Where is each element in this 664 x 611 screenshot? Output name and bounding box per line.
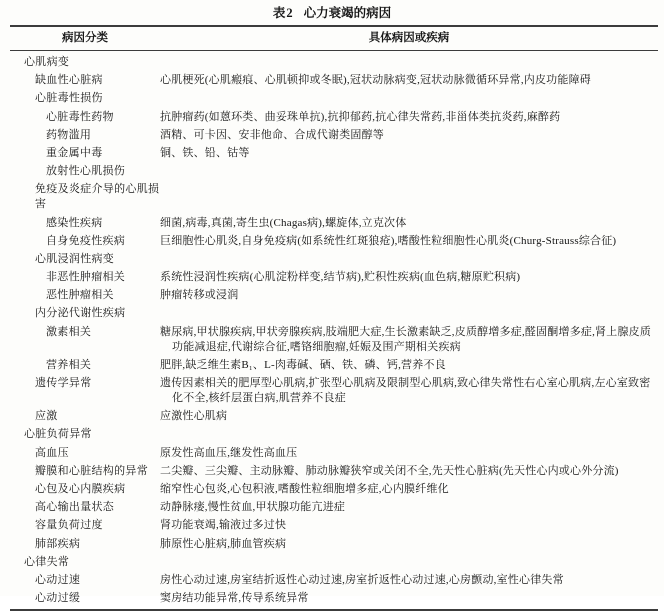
row-label: 心包及心内膜疾病	[35, 482, 126, 495]
table-row	[10, 573, 658, 588]
row-value: 心肌梗死(心肌瘢痕、心肌顿抑或冬眠),冠状动脉病变,冠状动脉微循环异常,内皮功能障碍	[160, 74, 591, 87]
header-cause-category: 病因分类	[62, 32, 108, 44]
row-label: 心律失常	[24, 555, 70, 568]
row-label: 内分泌代谢性疾病	[35, 307, 126, 320]
table-row	[10, 591, 658, 606]
table-row	[10, 146, 658, 161]
row-value: 肾功能衰竭,输液过多过快	[160, 519, 287, 532]
row-label: 心脏毒性损伤	[35, 92, 103, 105]
table-row	[10, 537, 658, 552]
row-value: 巨细胞性心肌炎,自身免疫病(如系统性红斑狼疮),嗜酸性粒细胞性心肌炎(Churg-Strauss综合征)	[160, 234, 617, 247]
row-label: 高心输出量状态	[35, 501, 115, 514]
row-value: 肥胖,缺乏维生素B₁、L-肉毒碱、硒、铁、磷、钙,营养不良	[160, 358, 446, 371]
row-label: 应激	[35, 410, 58, 423]
row-value: 酒精、可卡因、安非他命、合成代谢类固醇等	[160, 128, 384, 141]
row-label: 容量负荷过度	[35, 519, 103, 532]
table-row	[10, 500, 658, 515]
row-label: 非恶性肿瘤相关	[46, 271, 126, 284]
table-row	[10, 446, 658, 461]
table-row	[10, 358, 658, 373]
table-row	[10, 182, 658, 212]
row-value: 应激性心肌病	[160, 410, 228, 423]
table-title	[0, 0, 664, 21]
table-row	[10, 464, 658, 479]
table-row	[10, 110, 658, 125]
row-label: 心动过速	[35, 573, 81, 586]
row-label: 心肌病变	[24, 56, 70, 68]
table-row	[10, 91, 658, 106]
row-label: 高血压	[35, 446, 69, 459]
row-label: 营养相关	[46, 358, 92, 371]
table-row	[10, 555, 658, 570]
table-title-text: 心力衰竭的病因	[303, 6, 392, 20]
row-label: 心肌浸润性病变	[35, 252, 115, 265]
row-value: 二尖瓣、三尖瓣、主动脉瓣、肺动脉瓣狭窄或关闭不全,先天性心脏病(先天性心内或心外分流)	[160, 464, 619, 477]
table-body	[10, 51, 658, 609]
table-header-row	[10, 27, 658, 51]
row-label: 重金属中毒	[46, 146, 103, 159]
row-label: 心脏毒性药物	[46, 110, 114, 123]
row-value: 肺原性心脏病,肺血管疾病	[160, 537, 287, 550]
row-value: 铜、铁、铅、钴等	[160, 146, 250, 159]
table-row	[10, 55, 658, 70]
row-value: 遗传因素相关的肥厚型心肌病,扩张型心肌病及限制型心肌病,致心律失常性右心室心肌病,左心室致密化不全,核纤层蛋白病,肌营养不良症	[160, 377, 651, 404]
row-label: 遗传学异常	[35, 377, 92, 389]
table-row	[10, 427, 658, 442]
row-label: 放射性心肌损伤	[46, 165, 126, 178]
row-value: 缩窄性心包炎,心包积液,嗜酸性粒细胞增多症,心内膜纤维化	[160, 482, 449, 495]
table-row	[10, 270, 658, 285]
row-label: 瓣膜和心脏结构的异常	[35, 464, 148, 477]
causes-table	[10, 25, 658, 611]
row-value: 细菌,病毒,真菌,寄生虫(Chagas病),螺旋体,立克次体	[160, 216, 407, 229]
table-row	[10, 325, 658, 355]
row-label: 免疫及炎症介导的心肌损害	[35, 183, 160, 211]
row-value: 原发性高血压,继发性高血压	[160, 446, 298, 459]
table-row	[10, 73, 658, 88]
row-label: 心脏负荷异常	[24, 428, 92, 441]
row-value: 窦房结功能异常,传导系统异常	[160, 592, 309, 605]
row-label: 药物滥用	[46, 128, 92, 141]
table-row	[10, 288, 658, 303]
table-row	[10, 216, 658, 231]
table-row	[10, 164, 658, 179]
row-value: 系统性浸润性疾病(心肌淀粉样变,结节病),贮积性疾病(血色病,糖原贮积病)	[160, 271, 521, 284]
row-label: 感染性疾病	[46, 216, 103, 229]
row-value: 房性心动过速,房室结折返性心动过速,房室折返性心动过速,心房颤动,室性心律失常	[160, 573, 564, 586]
row-label: 肺部疾病	[35, 537, 81, 550]
table-number: 表2	[272, 6, 294, 20]
row-label: 恶性肿瘤相关	[46, 289, 114, 302]
row-value: 抗肿瘤药(如蒽环类、曲妥珠单抗),抗抑郁药,抗心律失常药,非甾体类抗炎药,麻醉药	[160, 110, 561, 123]
row-label: 激素相关	[46, 325, 92, 338]
table-row	[10, 128, 658, 143]
row-label: 心动过缓	[35, 592, 81, 605]
table-row	[10, 252, 658, 267]
table-row	[10, 306, 658, 321]
table-row	[10, 234, 658, 249]
table-row	[10, 518, 658, 533]
row-label: 缺血性心脏病	[35, 74, 103, 87]
row-label: 自身免疫性疾病	[46, 234, 126, 247]
table-row	[10, 376, 658, 406]
table-row	[10, 482, 658, 497]
header-specific-cause: 具体病因或疾病	[368, 32, 450, 44]
row-value: 肿瘤转移或浸润	[160, 289, 239, 302]
row-value: 糖尿病,甲状腺疾病,甲状旁腺疾病,肢端肥大症,生长激素缺乏,皮质醇增多症,醛固酮增多症,肾上腺皮质功能减退症,代谢综合征,嗜铬细胞瘤,妊娠及围产期相关疾病	[160, 325, 652, 353]
row-value: 动静脉瘘,慢性贫血,甲状腺功能亢进症	[160, 501, 346, 514]
table-row	[10, 409, 658, 424]
